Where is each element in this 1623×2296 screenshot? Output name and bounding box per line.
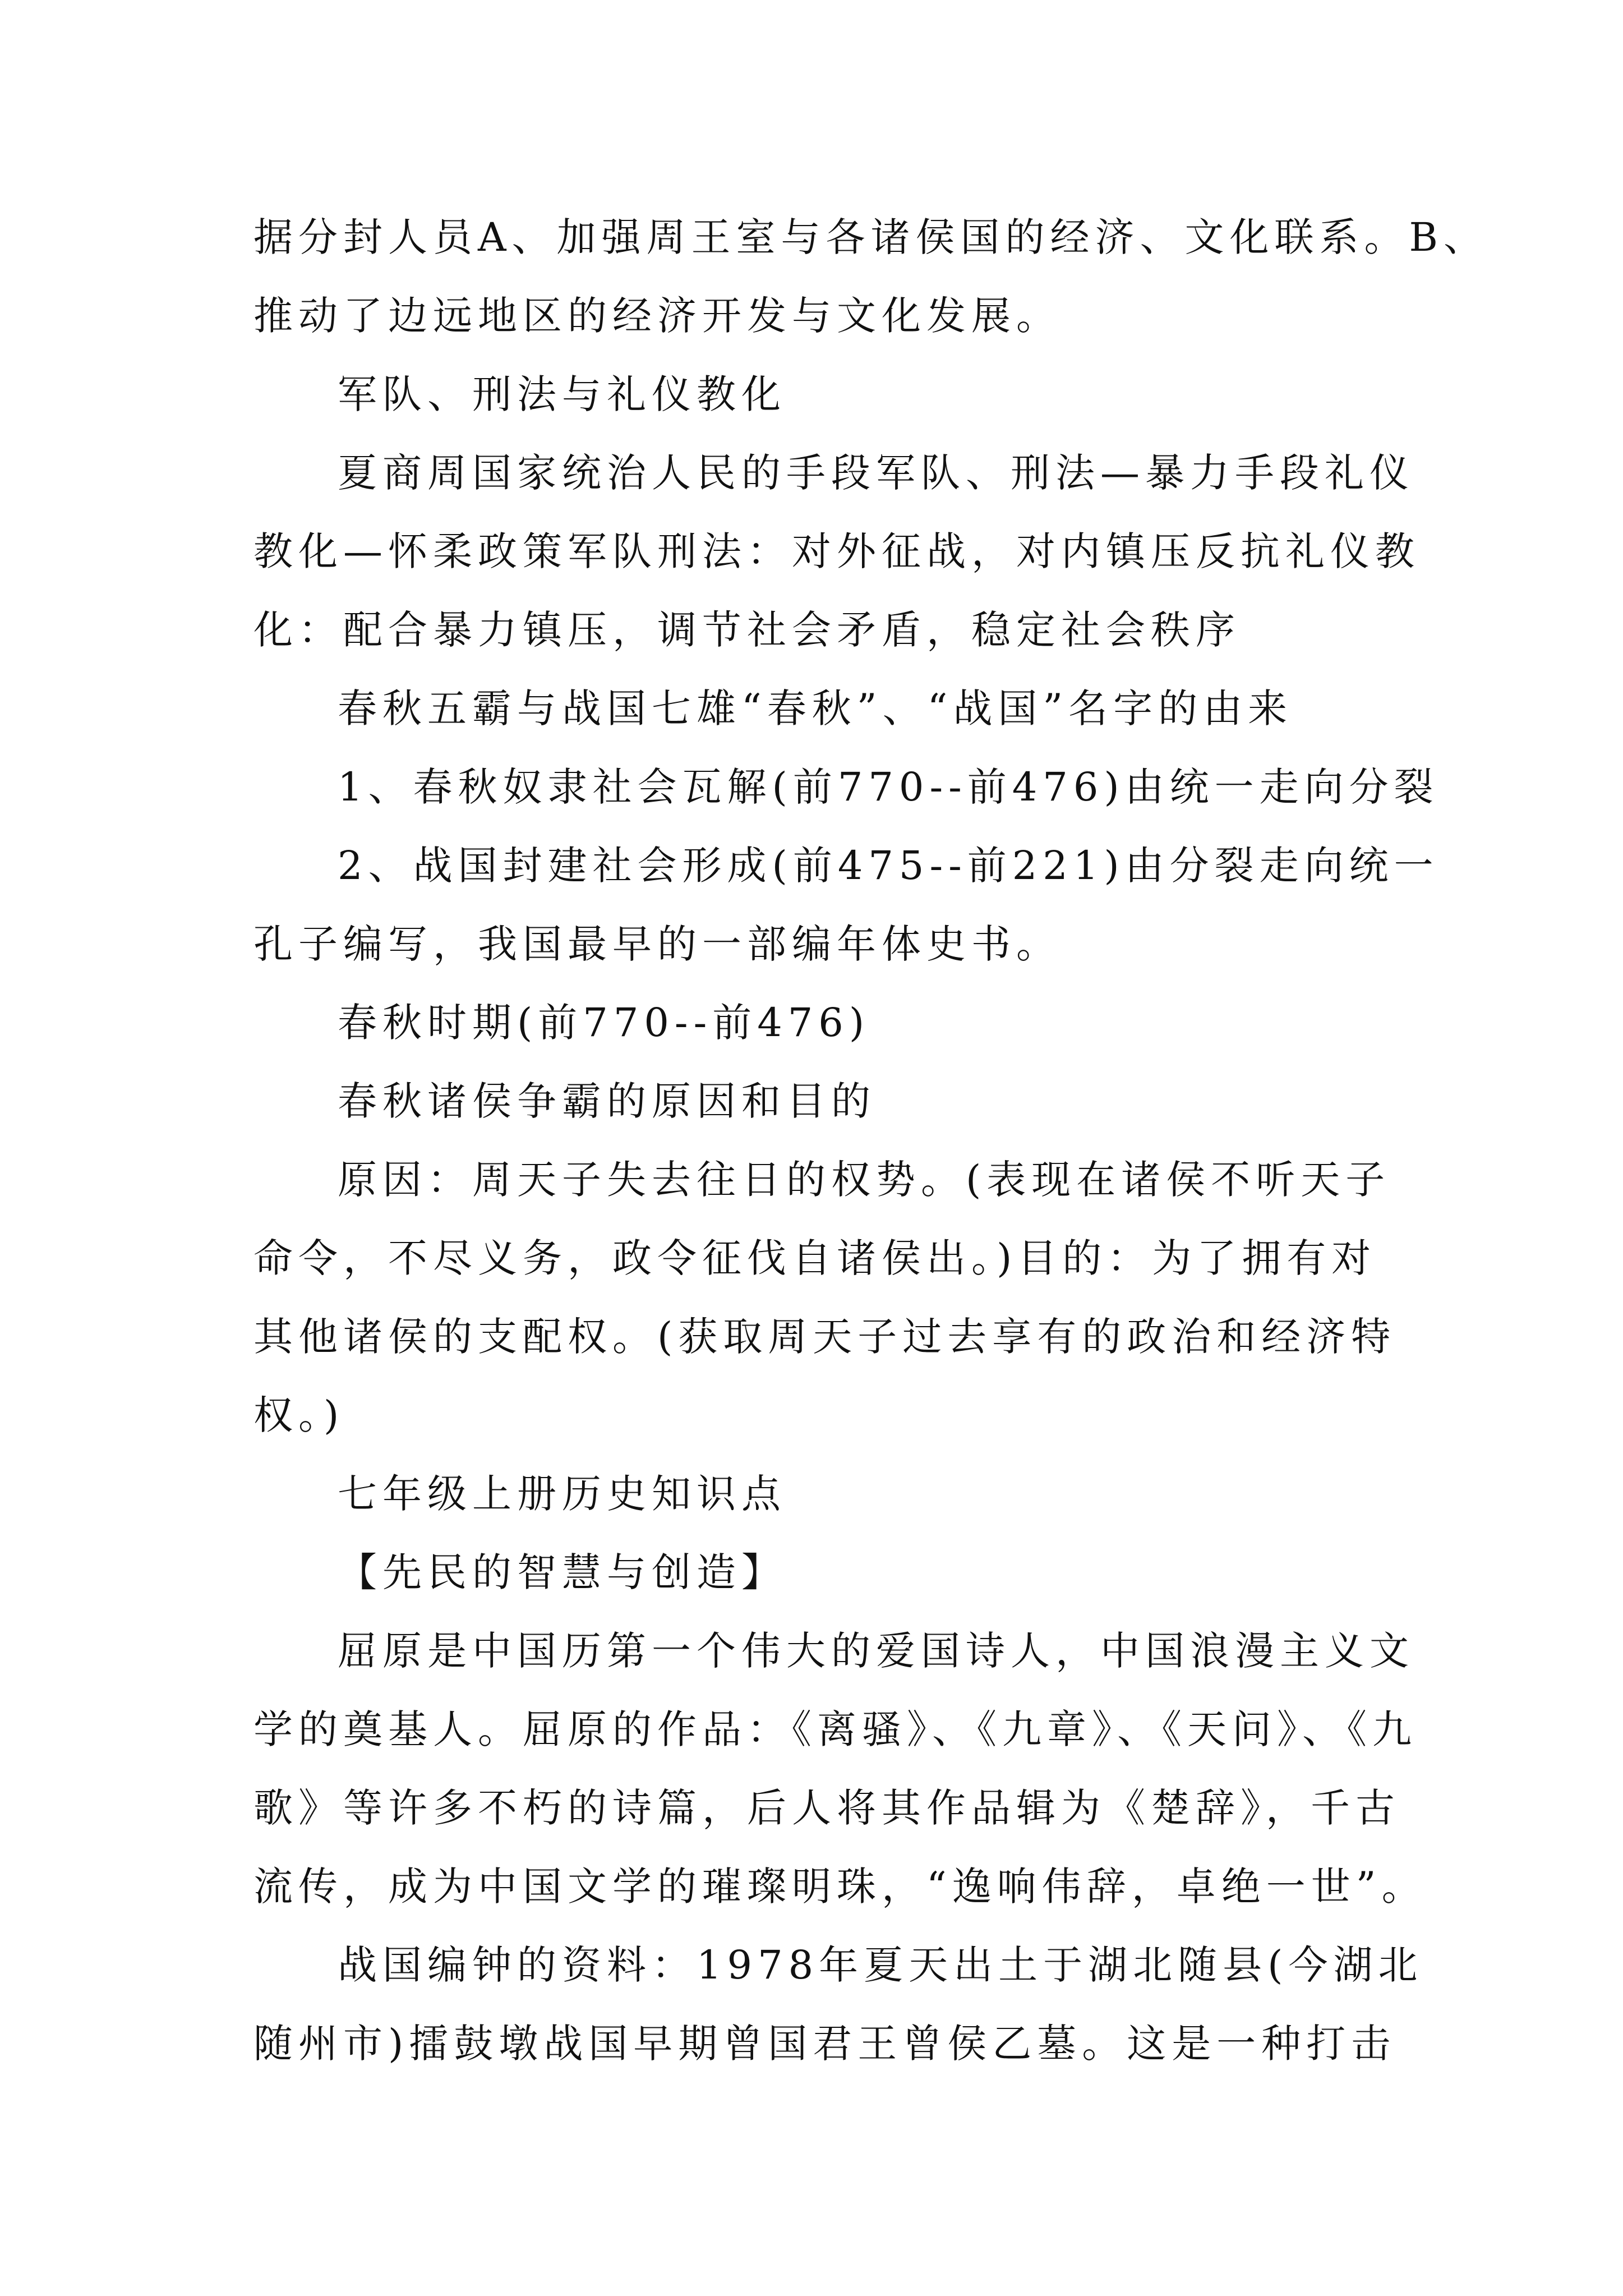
document-page <box>253 0 1488 2296</box>
paragraph-line: 春秋时期(前770--前476) <box>338 1000 870 1046</box>
section-heading: 【先民的智慧与创造】 <box>338 1549 786 1595</box>
paragraph-line: 七年级上册历史知识点 <box>338 1471 786 1517</box>
paragraph-line: 战国编钟的资料：1978年夏天出土于湖北随县(今湖北 <box>338 1942 1423 1988</box>
text-line: 教化—怀柔政策军队刑法：对外征战，对内镇压反抗礼仪教 <box>253 528 1420 574</box>
paragraph-line: 1、春秋奴隶社会瓦解(前770--前476)由统一走向分裂 <box>338 764 1439 810</box>
text-line: 随州市)擂鼓墩战国早期曾国君王曾侯乙墓。这是一种打击 <box>253 2021 1396 2067</box>
text-line: 化：配合暴力镇压，调节社会矛盾，稳定社会秩序 <box>253 607 1241 653</box>
paragraph-line: 2、战国封建社会形成(前475--前221)由分裂走向统一 <box>338 843 1439 889</box>
text-line: 学的奠基人。屈原的作品：《离骚》、《九章》、《天问》、《九 <box>253 1706 1417 1752</box>
text-line: 其他诸侯的支配权。(获取周天子过去享有的政治和经济特 <box>253 1314 1396 1360</box>
paragraph-line: 夏商周国家统治人民的手段军队、刑法—暴力手段礼仪 <box>338 450 1414 496</box>
paragraph-line: 春秋诸侯争霸的原因和目的 <box>338 1078 876 1124</box>
text-line: 权。) <box>253 1392 345 1438</box>
text-line: 推动了边远地区的经济开发与文化发展。 <box>253 293 1061 339</box>
paragraph-line: 屈原是中国历第一个伟大的爱国诗人，中国浪漫主义文 <box>338 1628 1414 1674</box>
text-line: 歌》等许多不朽的诗篇，后人将其作品辑为《楚辞》，千古 <box>253 1785 1400 1831</box>
text-line: 孔子编写，我国最早的一部编年体史书。 <box>253 921 1061 967</box>
text-line: 命令，不尽义务，政令征伐自诸侯出。)目的：为了拥有对 <box>253 1235 1377 1281</box>
paragraph-line: 春秋五霸与战国七雄“春秋”、“战国”名字的由来 <box>338 685 1293 731</box>
paragraph-line: 原因：周天子失去往日的权势。(表现在诸侯不听天子 <box>338 1157 1391 1203</box>
text-line: 据分封人员A、加强周王室与各诸侯国的经济、文化联系。B、 <box>253 214 1488 260</box>
paragraph-line: 军队、刑法与礼仪教化 <box>338 371 786 417</box>
text-line: 流传，成为中国文学的璀璨明珠，“逸响伟辞，卓绝一世”。 <box>253 1864 1427 1910</box>
